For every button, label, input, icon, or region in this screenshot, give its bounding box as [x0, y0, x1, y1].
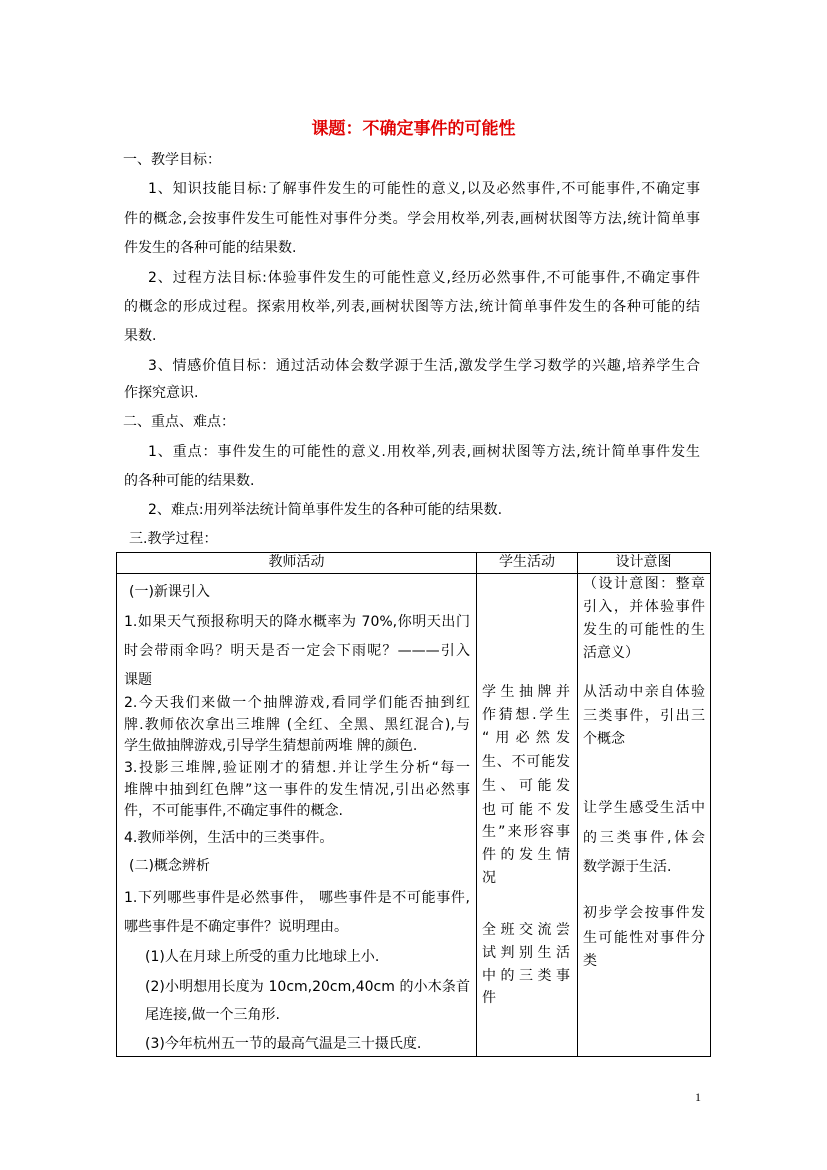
section-heading: 三.教学过程： — [129, 531, 218, 547]
cell-line: 个概念 — [583, 731, 625, 747]
cell-line: 牌.教师依次拿出三堆牌 (全红、全黑、黑红混合),与 — [124, 717, 470, 733]
cell-line: 生可能性对事件分 — [583, 930, 705, 946]
cell-line: 全班交流尝 — [482, 922, 570, 938]
paragraph-line: 的各种可能的结果数. — [124, 473, 255, 489]
paragraph-line: 2、难点:用列举法统计简单事件发生的各种可能的结果数. — [148, 502, 503, 518]
paragraph-line: 件发生的各种可能的结果数. — [124, 240, 297, 256]
paragraph-line: 果数. — [124, 328, 157, 344]
cell-line: 时会带雨伞吗？明天是否一定会下雨呢？———引入 — [124, 643, 470, 659]
paragraph-line: 3、情感价值目标：通过活动体会数学源于生活,激发学生学习数学的兴趣,培养学生合 — [148, 358, 700, 374]
cell-line: (2)小明想用长度为 10cm,20cm,40cm 的小木条首 — [145, 979, 470, 995]
paragraph-line: 2、过程方法目标:体验事件发生的可能性意义,经历必然事件,不可能事件,不确定事件 — [148, 270, 700, 286]
cell-line: 从活动中亲自体验 — [583, 684, 705, 700]
cell-line: 活意义） — [583, 645, 639, 661]
cell-line: 作猜想.学生 — [482, 707, 570, 723]
cell-line: “用必然发 — [482, 730, 570, 746]
cell-line: 课题 — [124, 672, 152, 688]
column-header-teacher: 教师活动 — [268, 554, 325, 570]
cell-line: 试判别生活 — [482, 945, 570, 961]
cell-line: (一)新课引入 — [129, 584, 210, 600]
cell-line: 学生做抽牌游戏,引导学生猜想前两堆 牌的颜色. — [124, 738, 418, 754]
cell-line: 件的发生情 — [482, 847, 570, 863]
page-title: 课题：不确定事件的可能性 — [311, 119, 516, 139]
cell-line: 3.投影三堆牌,验证刚才的猜想.并让学生分析“每一 — [124, 760, 470, 776]
cell-line: 生、不可能发 — [482, 754, 570, 770]
cell-line: 的三类事件,体会 — [583, 830, 705, 846]
cell-line: 件，不可能事件,不确定事件的概念. — [124, 803, 343, 819]
cell-line: 1.下列哪些事件是必然事件， 哪些事件是不可能事件, — [124, 890, 470, 906]
paragraph-line: 作探究意识. — [124, 385, 199, 401]
page-number: 1 — [695, 1090, 701, 1104]
cell-line: 也可能不发 — [482, 802, 570, 818]
cell-line: 尾连接,做一个三角形. — [145, 1007, 280, 1023]
paragraph-line: 的概念的形成过程。探索用枚举,列表,画树状图等方法,统计简单事件发生的各种可能的结 — [124, 299, 700, 315]
cell-line: （设计意图：整章 — [583, 576, 705, 592]
paragraph-line: 1、知识技能目标:了解事件发生的可能性的意义,以及必然事件,不可能事件,不确定事 — [148, 181, 700, 197]
cell-line: 况 — [482, 870, 496, 886]
cell-line: 中的三类事 — [482, 968, 570, 984]
paragraph-line: 件的概念,会按事件发生可能性对事件分类。学会用枚举,列表,画树状图等方法,统计简单事 — [124, 211, 700, 227]
cell-line: 生、可能发 — [482, 778, 570, 794]
cell-line: 1.如果天气预报称明天的降水概率为 70%,你明天出门 — [124, 614, 470, 630]
cell-line: 数学源于生活. — [583, 859, 672, 875]
cell-line: 三类事件，引出三 — [583, 708, 705, 724]
cell-line: 学生抽牌并 — [482, 684, 570, 700]
column-header-student: 学生活动 — [499, 554, 555, 570]
section-heading: 二、重点、难点： — [123, 414, 235, 430]
cell-line: 4.教师举例，生活中的三类事件。 — [124, 830, 334, 846]
cell-line: 发生的可能性的生 — [583, 622, 705, 638]
column-header-design: 设计意图 — [615, 554, 672, 570]
cell-line: 件 — [482, 990, 496, 1006]
paragraph-line: 1、重点：事件发生的可能性的意义.用枚举,列表,画树状图等方法,统计简单事件发生 — [148, 444, 700, 460]
cell-line: 哪些事件是不确定事件？说明理由。 — [124, 919, 348, 935]
cell-line: (1)人在月球上所受的重力比地球上小. — [145, 949, 380, 965]
cell-line: 引入，并体验事件 — [583, 599, 705, 615]
cell-line: 生”来形容事 — [482, 824, 570, 840]
section-heading: 一、教学目标： — [123, 152, 221, 168]
cell-line: (3)今年杭州五一节的最高气温是三十摄氏度. — [145, 1036, 422, 1052]
cell-line: 类 — [583, 953, 597, 969]
cell-line: 让学生感受生活中 — [583, 800, 705, 816]
cell-line: 2.今天我们来做一个抽牌游戏,看同学们能否抽到红 — [124, 695, 470, 711]
cell-line: 堆牌中抽到红色牌”这一事件的发生情况,引出必然事 — [124, 782, 470, 798]
cell-line: 初步学会按事件发 — [583, 905, 705, 921]
cell-line: (二)概念辨析 — [129, 858, 210, 874]
